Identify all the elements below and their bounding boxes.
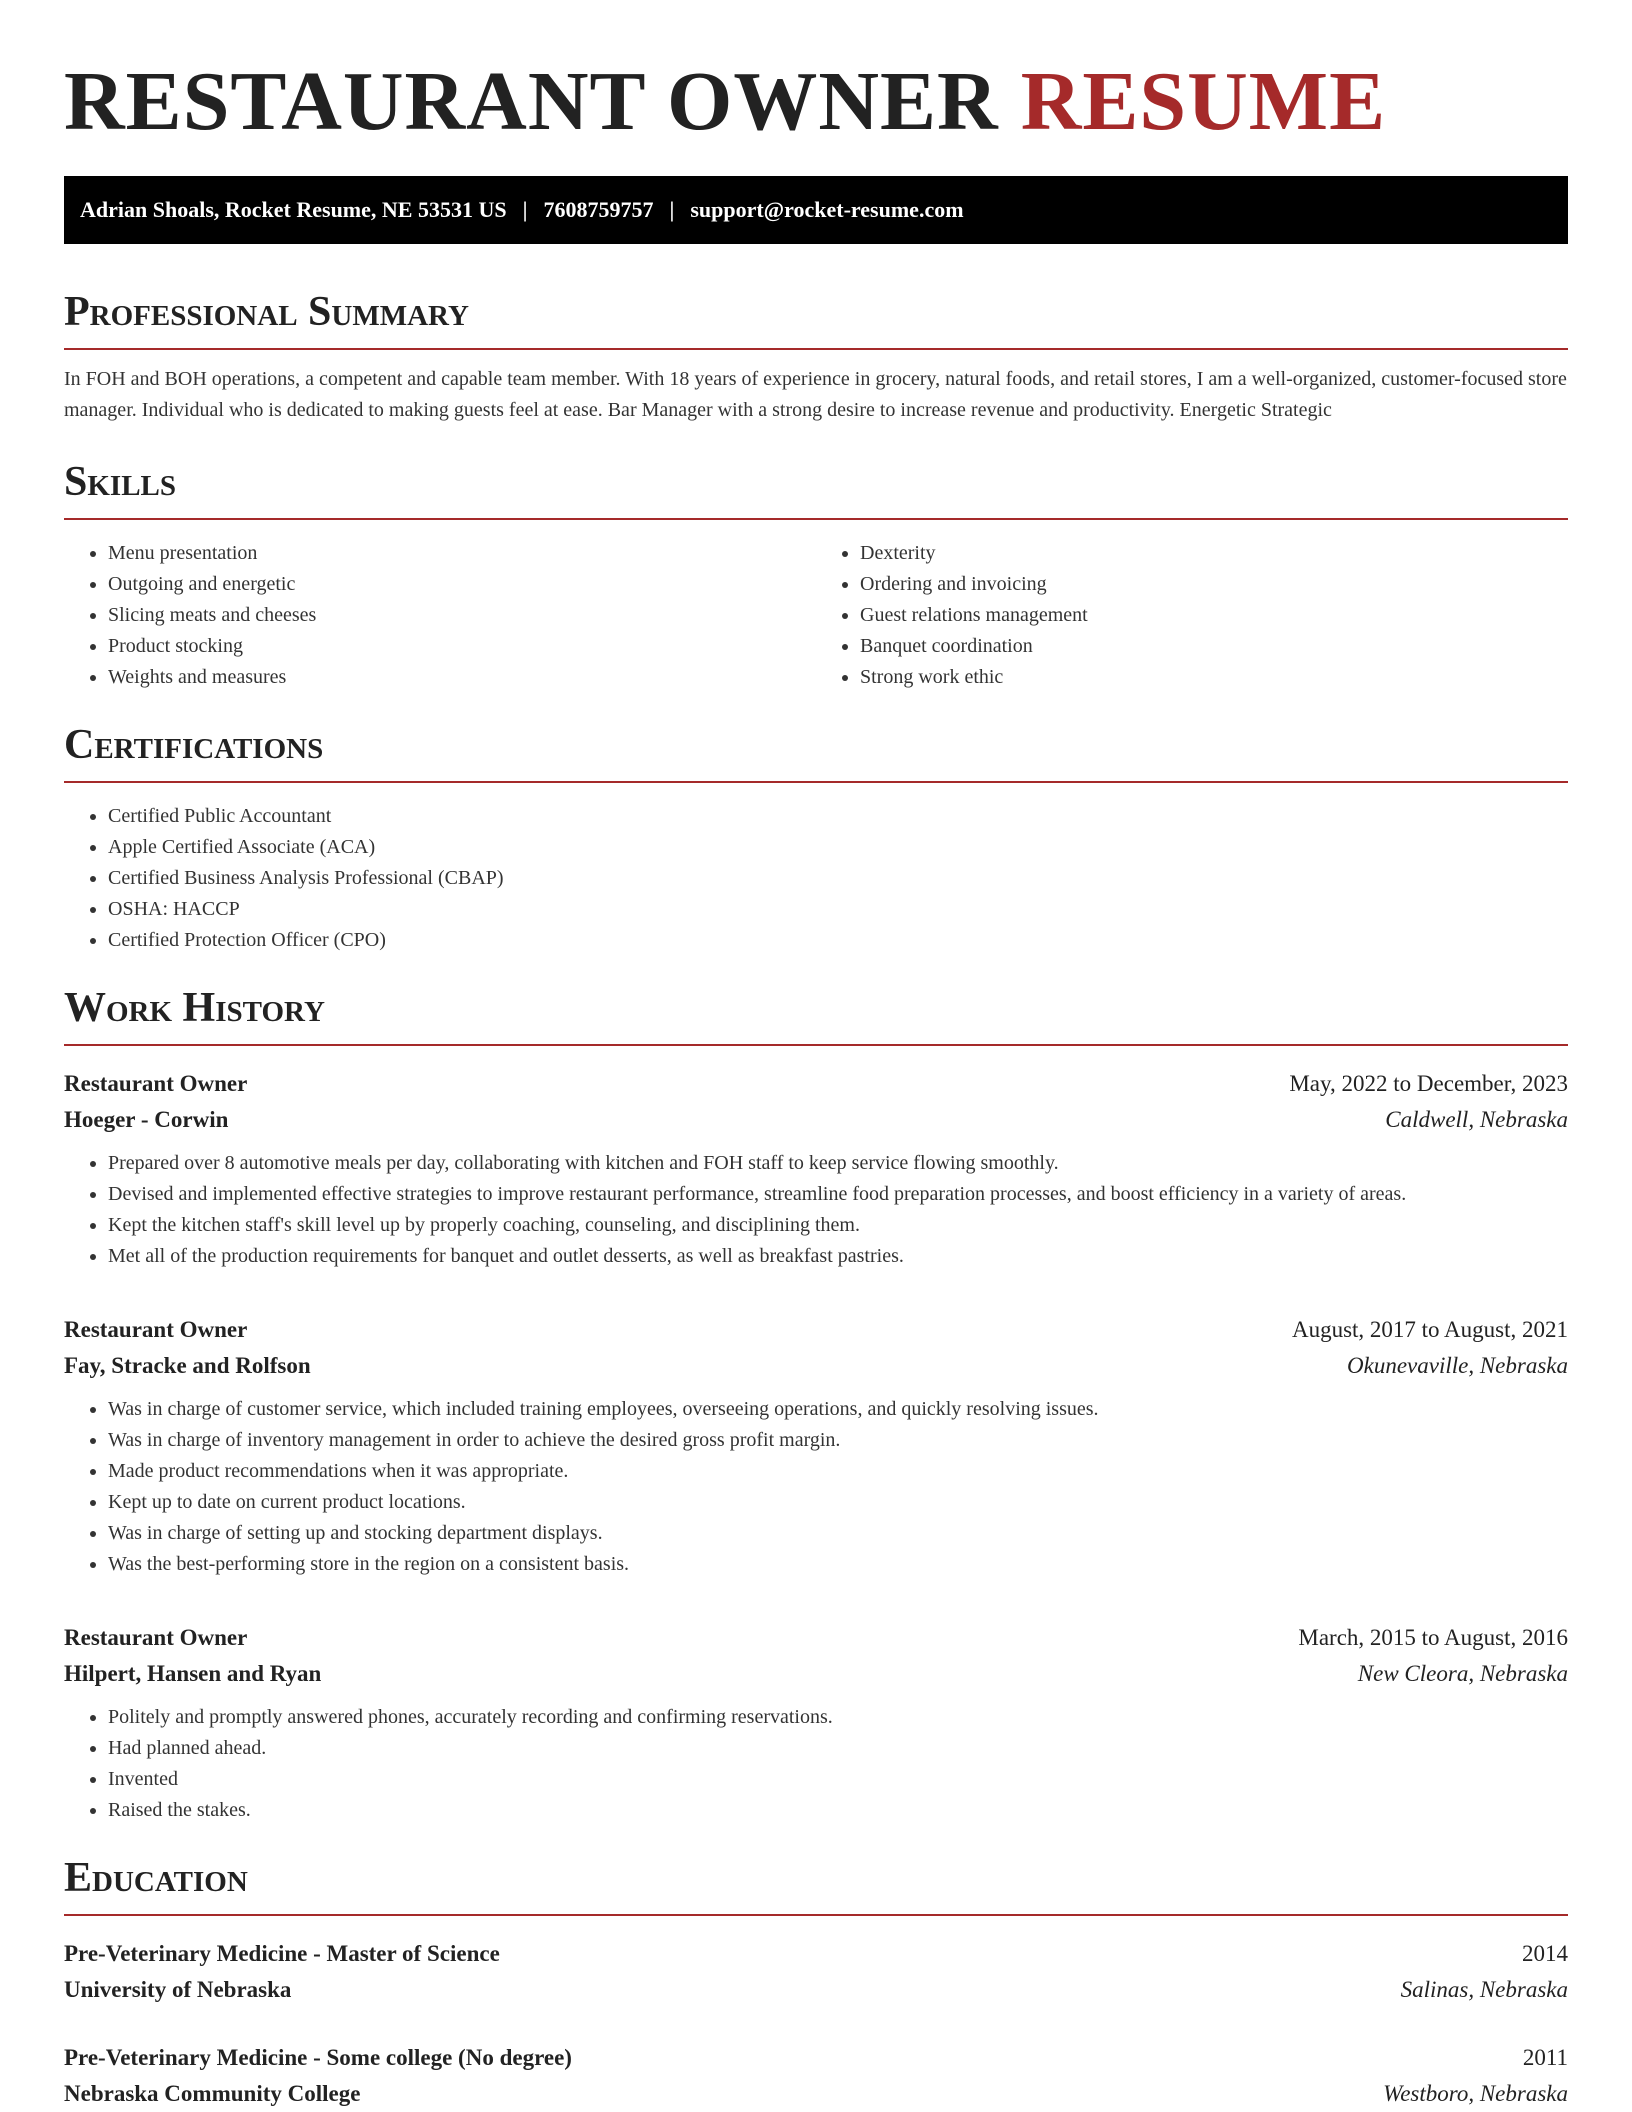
- job-header-row: [64, 1620, 1568, 1656]
- job-bullet: • Invented: [108, 1764, 1568, 1795]
- education-degree-row: [64, 1936, 1568, 1972]
- job-company: Hoeger - Corwin: [64, 1107, 229, 1132]
- skill-item: • Weights and measures: [108, 662, 816, 693]
- job-bullet: • Raised the stakes.: [108, 1795, 1568, 1826]
- job-entry: [64, 1620, 1568, 1826]
- section-heading: Skills: [64, 458, 1568, 520]
- job-bullets: [64, 1394, 1568, 1580]
- contact-phone[interactable]: 7608759757: [543, 197, 654, 222]
- certification-item: • Apple Certified Associate (ACA): [108, 832, 1568, 863]
- job-company-row: [64, 1102, 1568, 1138]
- contact-email[interactable]: support@rocket-resume.com: [690, 197, 964, 222]
- certification-item: • Certified Public Accountant: [108, 801, 1568, 832]
- job-dates: May, 2022 to December, 2023: [1289, 1071, 1568, 1096]
- job-bullet: • Had planned ahead.: [108, 1733, 1568, 1764]
- work-history-section: [64, 984, 1568, 1826]
- job-title: Restaurant Owner: [64, 1317, 248, 1342]
- job-bullet: • Met all of the production requirements for banquet and outlet desserts, as well as breakfast pastries.: [108, 1241, 1568, 1272]
- certification-item: • Certified Business Analysis Professional (CBAP): [108, 863, 1568, 894]
- resume-page: [64, 0, 1568, 2112]
- education-location: Salinas, Nebraska: [1400, 1977, 1568, 2002]
- job-location: New Cleora, Nebraska: [1357, 1661, 1568, 1686]
- certifications-list: [64, 801, 1568, 956]
- job-bullet: • Politely and promptly answered phones, accurately recording and confirming reservations.: [108, 1702, 1568, 1733]
- contact-separator: |: [669, 197, 675, 222]
- resume-title: [64, 52, 1568, 152]
- skill-item: • Menu presentation: [108, 538, 816, 569]
- job-bullet: • Kept the kitchen staff's skill level up by properly coaching, counseling, and disciplining them.: [108, 1210, 1568, 1241]
- job-bullet: • Was in charge of customer service, which included training employees, overseeing operations, and quickly resolving issues.: [108, 1394, 1568, 1425]
- skill-item: • Product stocking: [108, 631, 816, 662]
- job-title: Restaurant Owner: [64, 1625, 248, 1650]
- education-school: Nebraska Community College: [64, 2081, 361, 2106]
- title-accent: RESUME: [1020, 55, 1387, 148]
- education-degree: Pre-Veterinary Medicine - Master of Science: [64, 1941, 500, 1966]
- job-title: Restaurant Owner: [64, 1071, 248, 1096]
- job-location: Caldwell, Nebraska: [1385, 1107, 1568, 1132]
- job-bullet: • Kept up to date on current product locations.: [108, 1487, 1568, 1518]
- job-company: Hilpert, Hansen and Ryan: [64, 1661, 322, 1686]
- contact-bar: [64, 176, 1568, 244]
- section-heading: Professional Summary: [64, 288, 1568, 350]
- skill-item: • Banquet coordination: [860, 631, 1568, 662]
- skill-item: • Slicing meats and cheeses: [108, 600, 816, 631]
- job-header-row: [64, 1312, 1568, 1348]
- job-entry: [64, 1312, 1568, 1580]
- education-entry: [64, 2040, 1568, 2112]
- job-bullet: • Made product recommendations when it was appropriate.: [108, 1456, 1568, 1487]
- education-school-row: [64, 1972, 1568, 2008]
- contact-address: Adrian Shoals, Rocket Resume, NE 53531 US: [80, 197, 507, 222]
- section-heading: Certifications: [64, 721, 1568, 783]
- education-year: 2011: [1522, 2045, 1568, 2070]
- summary-text: In FOH and BOH operations, a competent and capable team member. With 18 years of experience in grocery, natural foods, and retail stores, I am a well-organized, customer-focused store manager. Individual who is dedicated to making guests feel at ease. Bar Manager with a strong desire to increase revenue and productivity. Energetic Strategic: [64, 368, 1567, 421]
- job-dates: August, 2017 to August, 2021: [1291, 1317, 1568, 1342]
- job-bullet: • Devised and implemented effective strategies to improve restaurant performance, streamline food preparation processes, and boost efficiency in a variety of areas.: [108, 1179, 1568, 1210]
- contact-separator: |: [522, 197, 528, 222]
- skill-item: • Dexterity: [860, 538, 1568, 569]
- job-company-row: [64, 1656, 1568, 1692]
- job-location: Okunevaville, Nebraska: [1347, 1353, 1568, 1378]
- skills-list-left: [64, 538, 816, 693]
- skill-item: • Guest relations management: [860, 600, 1568, 631]
- education-year: 2014: [1522, 1941, 1568, 1966]
- section-heading: Work History: [64, 984, 1568, 1046]
- skills-list-right: [816, 538, 1568, 693]
- certifications-section: [64, 721, 1568, 956]
- skill-item: • Outgoing and energetic: [108, 569, 816, 600]
- education-school-row: [64, 2076, 1568, 2112]
- job-dates: March, 2015 to August, 2016: [1298, 1625, 1568, 1650]
- job-entry: [64, 1066, 1568, 1272]
- summary-section: [64, 288, 1568, 426]
- title-main: RESTAURANT OWNER: [64, 55, 999, 148]
- education-location: Westboro, Nebraska: [1383, 2081, 1568, 2106]
- section-heading: Education: [64, 1854, 1568, 1916]
- job-bullet: • Was in charge of setting up and stocking department displays.: [108, 1518, 1568, 1549]
- job-bullets: [64, 1148, 1568, 1272]
- education-degree: Pre-Veterinary Medicine - Some college (No degree): [64, 2045, 572, 2070]
- education-school: University of Nebraska: [64, 1977, 292, 2002]
- job-bullets: [64, 1702, 1568, 1826]
- job-bullet: • Prepared over 8 automotive meals per day, collaborating with kitchen and FOH staff to keep service flowing smoothly.: [108, 1148, 1568, 1179]
- job-company-row: [64, 1348, 1568, 1384]
- education-degree-row: [64, 2040, 1568, 2076]
- skills-section: [64, 458, 1568, 693]
- certification-item: • Certified Protection Officer (CPO): [108, 925, 1568, 956]
- education-section: [64, 1854, 1568, 2112]
- job-header-row: [64, 1066, 1568, 1102]
- education-entry: [64, 1936, 1568, 2008]
- job-company: Fay, Stracke and Rolfson: [64, 1353, 311, 1378]
- job-bullet: • Was in charge of inventory management in order to achieve the desired gross profit margin.: [108, 1425, 1568, 1456]
- certification-item: • OSHA: HACCP: [108, 894, 1568, 925]
- job-bullet: • Was the best-performing store in the region on a consistent basis.: [108, 1549, 1568, 1580]
- skill-item: • Strong work ethic: [860, 662, 1568, 693]
- skills-grid: [64, 520, 1568, 693]
- skill-item: • Ordering and invoicing: [860, 569, 1568, 600]
